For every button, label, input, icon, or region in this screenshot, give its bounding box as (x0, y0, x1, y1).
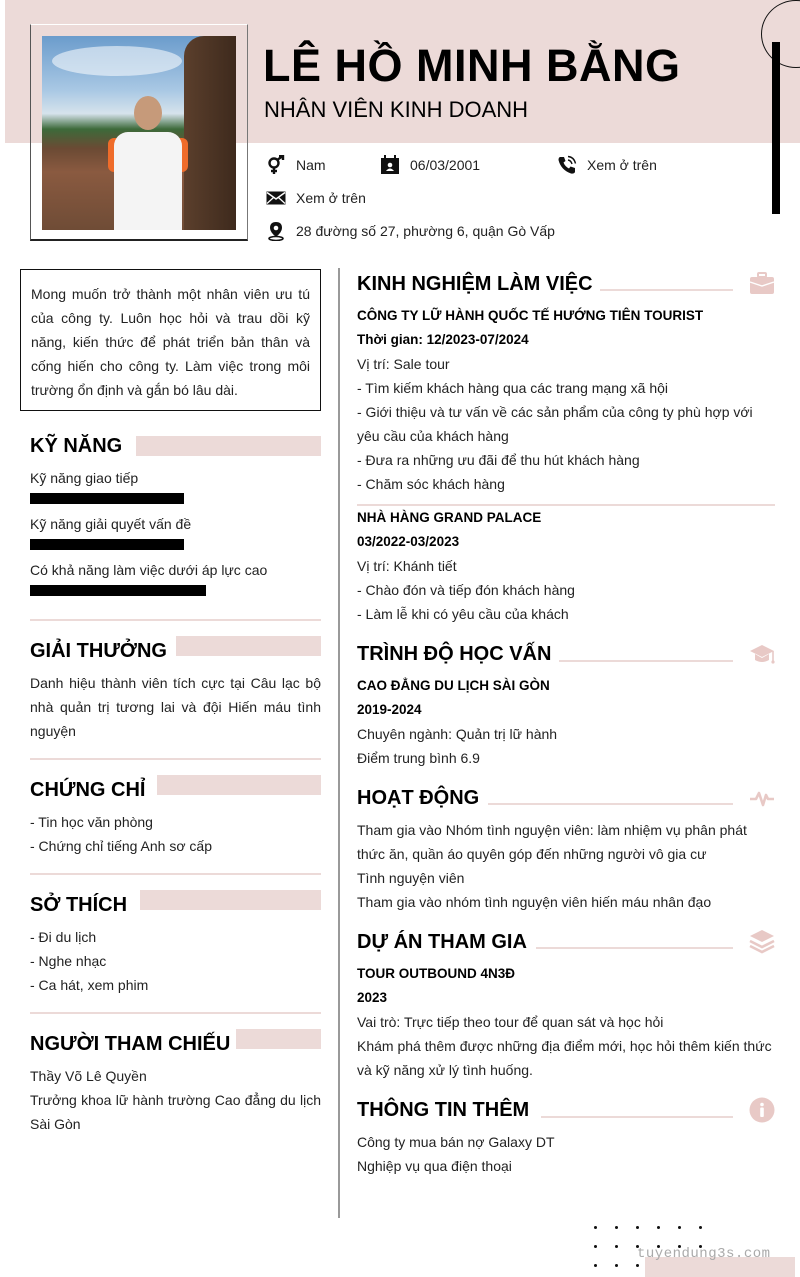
address-value: 28 đường số 27, phường 6, quận Gò Vấp (296, 223, 555, 239)
section-divider (30, 873, 321, 875)
skill-label: Kỹ năng giải quyết vấn đề (30, 516, 192, 532)
awards-title: GIẢI THƯỞNG (30, 640, 167, 662)
experience-title: KINH NGHIỆM LÀM VIỆC (357, 273, 593, 295)
certificates-title-bar (157, 775, 321, 795)
briefcase-icon (749, 271, 775, 297)
career-objective: Mong muốn trở thành một nhân viên ưu tú của công ty. Luôn học hỏi và trau dồi kỹ năng, kiến thức để phát triển bản thân và cống hiến cho công ty. Làm việc trong môi trường ổn định và gắn bó lâu dài. (20, 269, 321, 411)
watermark: tuyendung3s.com (637, 1246, 771, 1262)
education-title: TRÌNH ĐỘ HỌC VẤN (357, 643, 552, 665)
section-divider (30, 758, 321, 760)
phone-icon (557, 155, 577, 175)
job-duty: - Làm lễ khi có yêu cầu của khách (357, 606, 569, 622)
project-year: 2023 (357, 990, 388, 1005)
job-duty: - Giới thiệu và tư vấn về các sản phẩm của công ty phù hợp với yêu cầu của khách hàng (357, 404, 753, 444)
location-icon (266, 221, 286, 241)
job-duty: - Chào đón và tiếp đón khách hàng (357, 582, 575, 598)
education-title-rule (559, 660, 733, 662)
job-period: 03/2022-03/2023 (357, 534, 460, 549)
skill-label: Có khả năng làm việc dưới áp lực cao (30, 562, 268, 578)
skills-title: KỸ NĂNG (30, 435, 123, 457)
additional-item: Công ty mua bán nợ Galaxy DT (357, 1134, 555, 1150)
phone-value: Xem ở trên (587, 157, 657, 173)
column-divider (338, 268, 340, 1218)
activity-item: Tình nguyện viên (357, 870, 465, 886)
birthday-value: 06/03/2001 (410, 157, 481, 173)
candidate-name: LÊ HỒ MINH BẰNG (263, 40, 681, 91)
layers-icon (749, 929, 775, 955)
references-title-bar (236, 1029, 321, 1049)
awards-title-bar (176, 636, 321, 656)
activities-title-rule (488, 803, 733, 805)
hobby-item: - Đi du lịch (30, 929, 97, 945)
email-value: Xem ở trên (296, 190, 366, 206)
job-position: Vị trí: Khánh tiết (357, 558, 457, 574)
projects-title: DỰ ÁN THAM GIA (357, 931, 527, 953)
decorative-bar (772, 42, 780, 214)
graduation-cap-icon (749, 642, 775, 668)
skill-level-bar (30, 539, 184, 550)
contact-birthday (380, 155, 480, 175)
job-duty: - Đưa ra những ưu đãi để thu hút khách hàng (357, 452, 640, 468)
additional-item: Nghiệp vụ qua điện thoại (357, 1158, 512, 1174)
activity-item: Tham gia vào Nhóm tình nguyện viên: làm nhiệm vụ phân phát thức ăn, quần áo quyên góp đến những người vô gia cư (357, 822, 747, 862)
project-name: TOUR OUTBOUND 4N3Đ (357, 966, 516, 981)
info-icon (749, 1097, 775, 1123)
references-title: NGƯỜI THAM CHIẾU (30, 1033, 231, 1055)
contact-phone (557, 155, 657, 175)
education-gpa: Điểm trung bình 6.9 (357, 750, 480, 766)
hobby-item: - Ca hát, xem phim (30, 977, 149, 993)
skill-level-bar (30, 585, 206, 596)
gender-value: Nam (296, 157, 326, 173)
certificates-title: CHỨNG CHỈ (30, 779, 146, 801)
job-period: Thời gian: 12/2023-07/2024 (357, 332, 529, 347)
certificate-item: - Chứng chỉ tiếng Anh sơ cấp (30, 838, 212, 854)
hobbies-title-bar (140, 890, 321, 910)
job-company: NHÀ HÀNG GRAND PALACE (357, 510, 542, 525)
heartbeat-icon (749, 785, 775, 811)
additional-title-rule (541, 1116, 733, 1118)
education-school: CAO ĐẲNG DU LỊCH SÀI GÒN (357, 678, 550, 693)
skill-label: Kỹ năng giao tiếp (30, 470, 139, 486)
reference-position: Trưởng khoa lữ hành trường Cao đẳng du lịch Sài Gòn (30, 1092, 321, 1132)
calendar-icon (380, 155, 400, 175)
email-icon (266, 188, 286, 208)
contact-gender (266, 155, 326, 175)
activity-item: Tham gia vào nhóm tình nguyện viên hiến máu nhân đạo (357, 894, 712, 910)
project-role: Vai trò: Trực tiếp theo tour để quan sát và học hỏi (357, 1014, 664, 1030)
project-description: Khám phá thêm được những địa điểm mới, học hỏi thêm kiến thức và kỹ năng xử lý tình huống. (357, 1038, 772, 1078)
contact-email (266, 188, 366, 208)
hobby-item: - Nghe nhạc (30, 953, 107, 969)
job-duty: - Chăm sóc khách hàng (357, 476, 505, 492)
contact-address (266, 221, 555, 241)
awards-text: Danh hiệu thành viên tích cực tại Câu lạc bộ nhà quản trị tương lai và đội Hiến máu tình nguyện (30, 675, 321, 739)
job-title: NHÂN VIÊN KINH DOANH (264, 97, 529, 122)
job-position: Vị trí: Sale tour (357, 356, 450, 372)
job-duty: - Tìm kiếm khách hàng qua các trang mạng xã hội (357, 380, 669, 396)
education-major: Chuyên ngành: Quản trị lữ hành (357, 726, 558, 742)
education-period: 2019-2024 (357, 702, 422, 717)
reference-name: Thầy Võ Lê Quyền (30, 1068, 147, 1084)
skill-level-bar (30, 493, 184, 504)
hobbies-title: SỞ THÍCH (30, 894, 128, 916)
job-company: CÔNG TY LỮ HÀNH QUỐC TẾ HƯỚNG TIÊN TOURIST (357, 308, 704, 323)
certificate-item: - Tin học văn phòng (30, 814, 153, 830)
skills-title-bar (136, 436, 321, 456)
activities-title: HOẠT ĐỘNG (357, 787, 480, 809)
gender-icon (266, 155, 286, 175)
profile-photo (42, 36, 236, 230)
section-divider (30, 1012, 321, 1014)
additional-title: THÔNG TIN THÊM (357, 1099, 530, 1121)
section-divider (30, 619, 321, 621)
projects-title-rule (536, 947, 733, 949)
experience-title-rule (600, 289, 733, 291)
